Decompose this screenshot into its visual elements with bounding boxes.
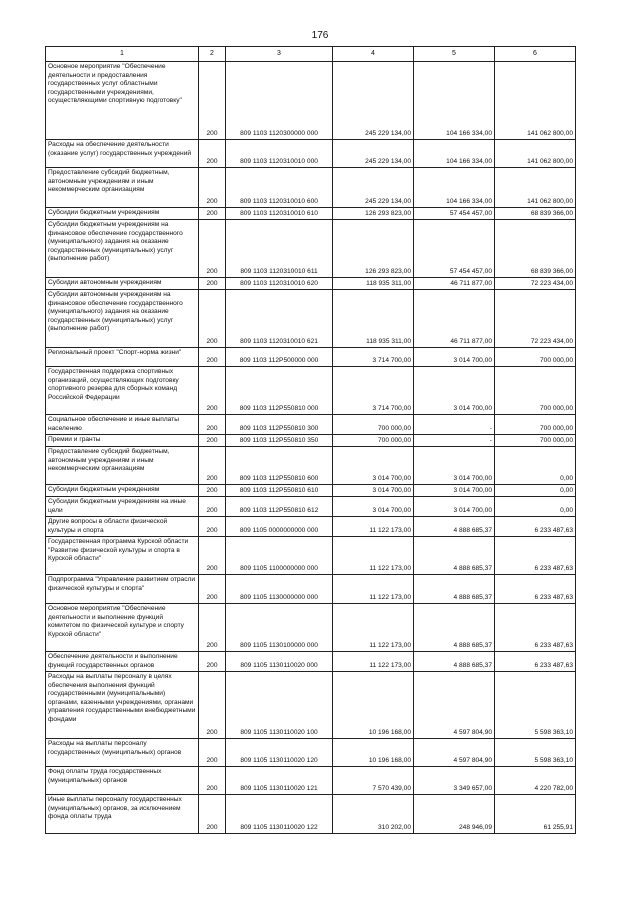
- row-executed-amount: 4 888 685,37: [414, 652, 495, 672]
- table-row: [46, 447, 576, 485]
- row-line-code: 200: [199, 767, 226, 795]
- table-row: [46, 140, 576, 168]
- row-name: Расходы на выплаты персоналу государственных (муниципальных) органов: [46, 739, 199, 767]
- row-classification-code: 809 1103 112P550810 350: [226, 435, 333, 447]
- row-approved-amount: 245 229 134,00: [333, 62, 414, 140]
- row-unexecuted-amount: 68 839 366,00: [495, 220, 576, 278]
- row-approved-amount: 3 014 700,00: [333, 447, 414, 485]
- row-unexecuted-amount: 0,00: [495, 497, 576, 517]
- page-number: 176: [311, 30, 329, 41]
- row-classification-code: 809 1105 1130110020 120: [226, 739, 333, 767]
- row-executed-amount: 4 597 804,90: [414, 739, 495, 767]
- row-executed-amount: 57 454 457,00: [414, 208, 495, 220]
- row-line-code: 200: [199, 348, 226, 367]
- row-approved-amount: 126 293 823,00: [333, 220, 414, 278]
- row-executed-amount: 3 014 700,00: [414, 447, 495, 485]
- row-line-code: 200: [199, 537, 226, 575]
- table-row: [46, 415, 576, 435]
- row-classification-code: 809 1105 1130110020 000: [226, 652, 333, 672]
- column-header: 1: [46, 47, 199, 62]
- row-name: Премии и гранты: [46, 435, 199, 447]
- row-classification-code: 809 1105 1130110020 100: [226, 672, 333, 739]
- row-classification-code: 809 1103 1120310010 600: [226, 168, 333, 208]
- row-name: Фонд оплаты труда государственных (муниципальных) органов: [46, 767, 199, 795]
- budget-table: [45, 46, 576, 834]
- row-classification-code: 809 1103 112P550810 300: [226, 415, 333, 435]
- table-row: [46, 767, 576, 795]
- row-unexecuted-amount: 141 062 800,00: [495, 140, 576, 168]
- row-unexecuted-amount: 141 062 800,00: [495, 168, 576, 208]
- row-classification-code: 809 1105 1130000000 000: [226, 575, 333, 604]
- row-line-code: 200: [199, 447, 226, 485]
- row-executed-amount: 4 888 685,37: [414, 604, 495, 652]
- table-row: [46, 485, 576, 497]
- row-executed-amount: -: [414, 435, 495, 447]
- table-row: [46, 220, 576, 278]
- row-name: Основное мероприятие "Обеспечение деятельности и предоставления государственных услуг областными государственными учреждениями, осуществляющими спортивную подготовку": [46, 62, 199, 140]
- row-name: Государственная поддержка спортивных организаций, осуществляющих подготовку спортивного резерва для сборных команд Российской Федерации: [46, 367, 199, 415]
- column-header: 2: [199, 47, 226, 62]
- row-line-code: 200: [199, 140, 226, 168]
- row-name: Расходы на обеспечение деятельности (оказание услуг) государственных учреждений: [46, 140, 199, 168]
- row-line-code: 200: [199, 290, 226, 348]
- row-executed-amount: 248 946,09: [414, 795, 495, 834]
- row-executed-amount: 3 349 657,00: [414, 767, 495, 795]
- row-line-code: 200: [199, 485, 226, 497]
- table-row: [46, 517, 576, 537]
- row-approved-amount: 11 122 173,00: [333, 652, 414, 672]
- row-classification-code: 809 1105 1100000000 000: [226, 537, 333, 575]
- row-classification-code: 809 1103 112P500000 000: [226, 348, 333, 367]
- table-row: [46, 62, 576, 140]
- row-name: Иные выплаты персоналу государственных (муниципальных) органов, за исключением фонда оплаты труда: [46, 795, 199, 834]
- table-row: [46, 208, 576, 220]
- row-line-code: 200: [199, 415, 226, 435]
- row-classification-code: 809 1103 1120310010 620: [226, 278, 333, 290]
- row-line-code: 200: [199, 517, 226, 537]
- row-approved-amount: 3 714 700,00: [333, 367, 414, 415]
- row-name: Субсидии автономным учреждениям на финансовое обеспечение государственного (муниципального) задания на оказание государственных (муниципальных) услуг (выполнение работ): [46, 290, 199, 348]
- row-executed-amount: 4 888 685,37: [414, 575, 495, 604]
- row-classification-code: 809 1103 112P550810 000: [226, 367, 333, 415]
- row-name: Субсидии бюджетным учреждениям: [46, 208, 199, 220]
- row-classification-code: 809 1103 1120310010 000: [226, 140, 333, 168]
- row-line-code: 200: [199, 435, 226, 447]
- row-unexecuted-amount: 700 000,00: [495, 348, 576, 367]
- row-line-code: 200: [199, 62, 226, 140]
- table-row: [46, 497, 576, 517]
- row-approved-amount: 11 122 173,00: [333, 537, 414, 575]
- row-executed-amount: 104 166 334,00: [414, 140, 495, 168]
- row-line-code: 200: [199, 497, 226, 517]
- row-approved-amount: 700 000,00: [333, 435, 414, 447]
- row-name: Предоставление субсидий бюджетным, автономным учреждениям и иным некоммерческим организациям: [46, 447, 199, 485]
- row-unexecuted-amount: 0,00: [495, 485, 576, 497]
- row-name: Субсидии автономным учреждениям: [46, 278, 199, 290]
- row-classification-code: 809 1103 1120310010 610: [226, 208, 333, 220]
- row-approved-amount: 11 122 173,00: [333, 575, 414, 604]
- row-line-code: 200: [199, 220, 226, 278]
- row-executed-amount: 4 888 685,37: [414, 537, 495, 575]
- row-approved-amount: 245 229 134,00: [333, 168, 414, 208]
- row-executed-amount: 57 454 457,00: [414, 220, 495, 278]
- row-unexecuted-amount: 5 598 363,10: [495, 672, 576, 739]
- table-row: [46, 435, 576, 447]
- row-unexecuted-amount: 68 839 366,00: [495, 208, 576, 220]
- row-executed-amount: 3 014 700,00: [414, 497, 495, 517]
- row-classification-code: 809 1105 0000000000 000: [226, 517, 333, 537]
- row-approved-amount: 3 014 700,00: [333, 497, 414, 517]
- row-classification-code: 809 1103 112P550810 610: [226, 485, 333, 497]
- row-approved-amount: 11 122 173,00: [333, 604, 414, 652]
- row-approved-amount: 118 935 311,00: [333, 278, 414, 290]
- row-approved-amount: 3 714 700,00: [333, 348, 414, 367]
- row-classification-code: 809 1103 1120310010 621: [226, 290, 333, 348]
- row-name: Основное мероприятие "Обеспечение деятельности и выполнение функций комитетом по физической культуре и спорту Курской области": [46, 604, 199, 652]
- row-approved-amount: 126 293 823,00: [333, 208, 414, 220]
- row-classification-code: 809 1103 1120300000 000: [226, 62, 333, 140]
- row-approved-amount: 7 570 439,00: [333, 767, 414, 795]
- row-approved-amount: 10 196 168,00: [333, 672, 414, 739]
- row-line-code: 200: [199, 604, 226, 652]
- table-row: [46, 672, 576, 739]
- table-row: [46, 348, 576, 367]
- row-unexecuted-amount: 141 062 800,00: [495, 62, 576, 140]
- row-approved-amount: 10 196 168,00: [333, 739, 414, 767]
- row-unexecuted-amount: 6 233 487,63: [495, 575, 576, 604]
- row-unexecuted-amount: 6 233 487,63: [495, 537, 576, 575]
- row-name: Региональный проект "Спорт-норма жизни": [46, 348, 199, 367]
- row-classification-code: 809 1105 1130110020 122: [226, 795, 333, 834]
- row-unexecuted-amount: 700 000,00: [495, 435, 576, 447]
- row-executed-amount: 46 711 877,00: [414, 278, 495, 290]
- row-classification-code: 809 1103 1120310010 611: [226, 220, 333, 278]
- row-unexecuted-amount: 6 233 487,63: [495, 604, 576, 652]
- row-unexecuted-amount: 72 223 434,00: [495, 290, 576, 348]
- row-approved-amount: 118 935 311,00: [333, 290, 414, 348]
- row-classification-code: 809 1105 1130110020 121: [226, 767, 333, 795]
- row-line-code: 200: [199, 672, 226, 739]
- column-header: 3: [226, 47, 333, 62]
- row-line-code: 200: [199, 168, 226, 208]
- row-executed-amount: 104 166 334,00: [414, 62, 495, 140]
- column-header: 4: [333, 47, 414, 62]
- row-line-code: 200: [199, 795, 226, 834]
- row-approved-amount: 310 202,00: [333, 795, 414, 834]
- row-name: Подпрограмма "Управление развитием отрасли физической культуры и спорта": [46, 575, 199, 604]
- row-line-code: 200: [199, 652, 226, 672]
- table-row: [46, 604, 576, 652]
- row-line-code: 200: [199, 208, 226, 220]
- row-unexecuted-amount: 6 233 487,63: [495, 652, 576, 672]
- row-unexecuted-amount: 700 000,00: [495, 367, 576, 415]
- table-row: [46, 367, 576, 415]
- table-row: [46, 168, 576, 208]
- row-name: Субсидии бюджетным учреждениям на финансовое обеспечение государственного (муниципального) задания на оказание государственных (муниципальных) услуг (выполнение работ): [46, 220, 199, 278]
- table-row: [46, 290, 576, 348]
- table-row: [46, 739, 576, 767]
- row-approved-amount: 3 014 700,00: [333, 485, 414, 497]
- row-executed-amount: -: [414, 415, 495, 435]
- row-line-code: 200: [199, 278, 226, 290]
- row-name: Предоставление субсидий бюджетным, автономным учреждениям и иным некоммерческим организациям: [46, 168, 199, 208]
- row-unexecuted-amount: 700 000,00: [495, 415, 576, 435]
- row-approved-amount: 11 122 173,00: [333, 517, 414, 537]
- row-executed-amount: 46 711 877,00: [414, 290, 495, 348]
- row-line-code: 200: [199, 575, 226, 604]
- row-name: Государственная программа Курской области "Развитие физической культуры и спорта в Курской области": [46, 537, 199, 575]
- row-classification-code: 809 1103 112P550810 612: [226, 497, 333, 517]
- row-executed-amount: 4 888 685,37: [414, 517, 495, 537]
- table-row: [46, 278, 576, 290]
- row-unexecuted-amount: 61 255,91: [495, 795, 576, 834]
- row-unexecuted-amount: 6 233 487,63: [495, 517, 576, 537]
- row-name: Субсидии бюджетным учреждениям: [46, 485, 199, 497]
- row-name: Расходы на выплаты персоналу в целях обеспечения выполнения функций государственными (муниципальными) органами, казенными учреждениями, органами управления государственными внебюджетными фондами: [46, 672, 199, 739]
- row-executed-amount: 4 597 804,90: [414, 672, 495, 739]
- row-classification-code: 809 1105 1130100000 000: [226, 604, 333, 652]
- table-row: [46, 575, 576, 604]
- row-executed-amount: 3 014 700,00: [414, 348, 495, 367]
- row-classification-code: 809 1103 112P550810 600: [226, 447, 333, 485]
- row-executed-amount: 104 166 334,00: [414, 168, 495, 208]
- row-line-code: 200: [199, 367, 226, 415]
- column-header: 5: [414, 47, 495, 62]
- row-executed-amount: 3 014 700,00: [414, 485, 495, 497]
- row-line-code: 200: [199, 739, 226, 767]
- row-approved-amount: 245 229 134,00: [333, 140, 414, 168]
- table-row: [46, 795, 576, 834]
- table-row: [46, 537, 576, 575]
- row-unexecuted-amount: 5 598 363,10: [495, 739, 576, 767]
- row-name: Обеспечение деятельности и выполнение функций государственных органов: [46, 652, 199, 672]
- row-approved-amount: 700 000,00: [333, 415, 414, 435]
- row-name: Другие вопросы в области физической культуры и спорта: [46, 517, 199, 537]
- table-row: [46, 652, 576, 672]
- row-executed-amount: 3 014 700,00: [414, 367, 495, 415]
- column-header: 6: [495, 47, 576, 62]
- row-name: Субсидии бюджетным учреждениям на иные цели: [46, 497, 199, 517]
- row-unexecuted-amount: 0,00: [495, 447, 576, 485]
- header-row: [46, 47, 576, 62]
- row-name: Социальное обеспечение и иные выплаты населению: [46, 415, 199, 435]
- row-unexecuted-amount: 72 223 434,00: [495, 278, 576, 290]
- row-unexecuted-amount: 4 220 782,00: [495, 767, 576, 795]
